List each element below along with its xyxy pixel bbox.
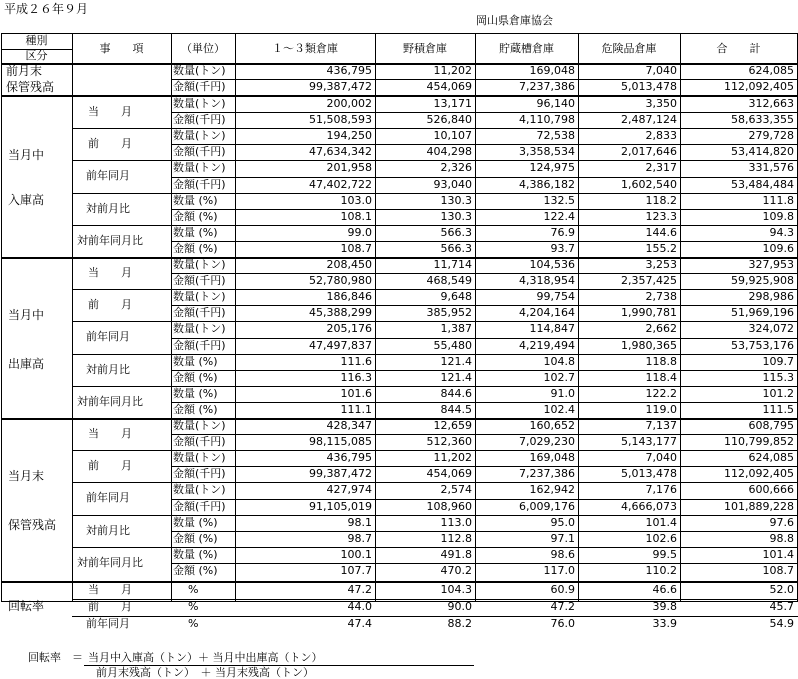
row-item-label: 当 月 <box>88 105 132 118</box>
table-cell: 454,069 <box>426 80 472 93</box>
table-cell: 94.3 <box>769 225 794 239</box>
table-cell: 111.5 <box>762 402 794 416</box>
table-cell: 208,450 <box>326 258 372 271</box>
table-cell: 102.6 <box>645 531 677 545</box>
table-cell: 51,969,196 <box>731 306 794 320</box>
row-item-label: 前年同月 <box>86 491 130 505</box>
table-cell: 4,110,798 <box>519 113 575 127</box>
table-cell: 108,960 <box>426 499 472 513</box>
table-cell: 9,648 <box>440 290 472 304</box>
row-item-label: 対前年同月比 <box>77 233 143 247</box>
unit-label: 金額 (%) <box>173 370 218 384</box>
table-cell: 96,140 <box>536 97 575 110</box>
table-cell: 76.0 <box>550 617 575 630</box>
header-category: 区分 <box>25 49 48 62</box>
table-cell: 99,387,472 <box>309 467 372 481</box>
unit-label: 金額(千円) <box>173 113 226 127</box>
table-cell: 99,754 <box>536 290 575 304</box>
unit-label: 金額 (%) <box>173 209 218 223</box>
table-cell: 160,652 <box>529 419 575 432</box>
table-cell: 47,634,342 <box>309 145 372 159</box>
formula-lhs: 回転率 ＝ <box>28 651 83 664</box>
table-cell: 101.4 <box>762 547 794 561</box>
header-hazmat-storage: 危険品倉庫 <box>601 42 657 55</box>
header-item: 事 項 <box>99 42 144 55</box>
unit-label: 金額 (%) <box>173 563 218 577</box>
table-cell: 3,253 <box>645 258 677 271</box>
table-cell: 2,662 <box>645 322 677 336</box>
unit-label: 数量 (%) <box>173 515 218 529</box>
table-cell: 5,013,478 <box>621 467 677 481</box>
table-cell: 454,069 <box>426 467 472 481</box>
table-cell: 58,633,355 <box>731 113 794 127</box>
table-cell: 200,002 <box>326 97 372 110</box>
table-cell: 122.4 <box>543 209 575 223</box>
table-cell: 98.8 <box>769 531 794 545</box>
table-cell: 427,974 <box>326 483 372 497</box>
table-cell: 52,780,980 <box>309 274 372 288</box>
table-cell: 470.2 <box>440 563 472 577</box>
unit-label: 数量(トン) <box>173 419 226 432</box>
table-cell: 3,358,534 <box>519 145 575 159</box>
table-cell: 4,666,073 <box>621 499 677 513</box>
table-cell: 47.2 <box>550 600 575 613</box>
table-cell: 7,040 <box>645 451 677 465</box>
table-cell: 844.6 <box>440 386 472 400</box>
row-item-label: 前年同月 <box>86 330 130 344</box>
unit-label: 数量 (%) <box>173 225 218 239</box>
table-cell: 112,092,405 <box>724 80 794 93</box>
table-cell: 110.2 <box>645 563 677 577</box>
table-cell: 2,326 <box>440 161 472 175</box>
unit-label: 数量 (%) <box>173 193 218 207</box>
table-cell: 98,115,085 <box>309 435 372 449</box>
table-cell: 108.7 <box>762 563 794 577</box>
table-cell: 205,176 <box>326 322 372 336</box>
header-class1-3: １～３類倉庫 <box>272 42 338 55</box>
table-cell: 95.0 <box>550 515 575 529</box>
turnover-item-label: 当 月 <box>88 583 132 596</box>
unit-label: 数量(トン) <box>173 290 226 304</box>
table-cell: 130.3 <box>440 193 472 207</box>
table-cell: 4,318,954 <box>519 274 575 288</box>
table-cell: 101.4 <box>645 515 677 529</box>
unit-label: 数量(トン) <box>173 97 226 110</box>
unit-label: 数量(トン) <box>173 258 226 271</box>
turnover-item-label: 前 月 <box>88 600 132 613</box>
table-cell: 7,137 <box>645 419 677 432</box>
header-unit: （単位） <box>181 42 225 55</box>
section-in-1: 当月中 <box>8 148 45 162</box>
table-cell: 1,980,365 <box>621 338 677 352</box>
table-cell: 101,889,228 <box>724 499 794 513</box>
table-cell: 844.5 <box>440 402 472 416</box>
table-cell: 45.7 <box>769 600 794 613</box>
unit-label: 金額(千円) <box>173 338 226 352</box>
table-cell: 51,508,593 <box>309 113 372 127</box>
unit-label: 数量(トン) <box>173 161 226 175</box>
table-cell: 7,237,386 <box>519 80 575 93</box>
row-item-label: 対前月比 <box>86 523 130 537</box>
table-cell: 109.8 <box>762 209 794 223</box>
unit-label: 金額 (%) <box>173 531 218 545</box>
table-cell: 122.2 <box>645 386 677 400</box>
table-cell: 404,298 <box>426 145 472 159</box>
table-cell: 468,549 <box>426 274 472 288</box>
table-cell: 102.7 <box>543 370 575 384</box>
table-cell: 119.0 <box>645 402 677 416</box>
table-cell: 324,072 <box>748 322 794 336</box>
table-cell: 12,659 <box>433 419 472 432</box>
table-cell: 76.9 <box>550 225 575 239</box>
unit-label: 数量(トン) <box>173 322 226 336</box>
table-cell: 624,085 <box>748 64 794 77</box>
table-cell: 52.0 <box>769 583 794 596</box>
table-cell: 47.2 <box>347 583 372 596</box>
table-cell: 114,847 <box>529 322 575 336</box>
table-cell: 97.6 <box>769 515 794 529</box>
table-cell: 7,237,386 <box>519 467 575 481</box>
table-cell: 53,414,820 <box>731 145 794 159</box>
section-close-2: 保管残高 <box>8 518 57 532</box>
unit-label: 数量(トン) <box>173 483 226 497</box>
table-cell: 566.3 <box>440 225 472 239</box>
table-cell: 4,219,494 <box>519 338 575 352</box>
table-cell: 512,360 <box>426 435 472 449</box>
unit-label: 数量 (%) <box>173 354 218 368</box>
formula-denominator: 前月末残高（トン） ＋ 当月末残高（トン） <box>96 666 314 679</box>
row-item-label: 対前月比 <box>86 362 130 376</box>
row-item-label: 対前年同月比 <box>77 555 143 569</box>
unit-label: 数量(トン) <box>173 64 226 77</box>
table-cell: 46.6 <box>652 583 677 596</box>
table-cell: 7,029,230 <box>519 435 575 449</box>
table-cell: 91,105,019 <box>309 499 372 513</box>
table-cell: 111.8 <box>762 193 794 207</box>
table-cell: 2,487,124 <box>621 113 677 127</box>
table-cell: 4,204,164 <box>519 306 575 320</box>
table-cell: 2,357,425 <box>621 274 677 288</box>
table-cell: 428,347 <box>326 419 372 432</box>
table-cell: 115.3 <box>762 370 794 384</box>
table-cell: 2,574 <box>440 483 472 497</box>
table-cell: 3,350 <box>645 97 677 110</box>
table-cell: 99.0 <box>347 225 372 239</box>
table-cell: 54.9 <box>769 617 794 630</box>
table-cell: 155.2 <box>645 241 677 255</box>
table-cell: 98.6 <box>550 547 575 561</box>
table-cell: 162,942 <box>529 483 575 497</box>
table-cell: 59,925,908 <box>731 274 794 288</box>
table-cell: 72,538 <box>536 129 575 143</box>
table-cell: 327,953 <box>748 258 794 271</box>
table-cell: 11,202 <box>433 64 472 77</box>
table-cell: 7,040 <box>645 64 677 77</box>
header-type: 種別 <box>25 34 48 47</box>
table-cell: 169,048 <box>529 451 575 465</box>
table-cell: 91.0 <box>550 386 575 400</box>
table-cell: 201,958 <box>326 161 372 175</box>
table-cell: 99,387,472 <box>309 80 372 93</box>
table-cell: 118.8 <box>645 354 677 368</box>
table-cell: 93,040 <box>433 177 472 191</box>
unit-label: 金額 (%) <box>173 402 218 416</box>
table-cell: 169,048 <box>529 64 575 77</box>
table-cell: 11,714 <box>433 258 472 271</box>
table-cell: 116.3 <box>340 370 372 384</box>
table-cell: 436,795 <box>326 64 372 77</box>
row-item-label: 対前月比 <box>86 201 130 215</box>
table-cell: 385,952 <box>426 306 472 320</box>
table-cell: 1,990,781 <box>621 306 677 320</box>
table-cell: 186,846 <box>326 290 372 304</box>
table-cell: 88.2 <box>447 617 472 630</box>
unit-label: 金額(千円) <box>173 274 226 288</box>
table-cell: 53,753,176 <box>731 338 794 352</box>
table-cell: 13,171 <box>433 97 472 110</box>
table-cell: 90.0 <box>447 600 472 613</box>
table-cell: 6,009,176 <box>519 499 575 513</box>
section-in-2: 入庫高 <box>8 193 45 207</box>
table-cell: 118.2 <box>645 193 677 207</box>
table-cell: 5,013,478 <box>621 80 677 93</box>
unit-label: 金額(千円) <box>173 80 226 93</box>
section-turnover: 回転率 <box>8 599 45 613</box>
table-cell: 55,480 <box>433 338 472 352</box>
table-cell: 130.3 <box>440 209 472 223</box>
table-cell: 47.4 <box>347 617 372 630</box>
table-cell: 47,497,837 <box>309 338 372 352</box>
unit-label: 数量(トン) <box>173 129 226 143</box>
table-cell: 121.4 <box>440 370 472 384</box>
unit-label: % <box>188 583 199 596</box>
table-cell: 2,738 <box>645 290 677 304</box>
table-cell: 93.7 <box>550 241 575 255</box>
table-cell: 1,602,540 <box>621 177 677 191</box>
unit-label: 金額(千円) <box>173 467 226 481</box>
table-cell: 2,017,646 <box>621 145 677 159</box>
table-cell: 108.1 <box>340 209 372 223</box>
table-cell: 526,840 <box>426 113 472 127</box>
row-item-label: 対前年同月比 <box>77 394 143 408</box>
table-cell: 566.3 <box>440 241 472 255</box>
table-cell: 112,092,405 <box>724 467 794 481</box>
formula-numerator: 当月中入庫高（トン）＋ 当月中出庫高（トン） <box>88 651 323 664</box>
table-cell: 279,728 <box>748 129 794 143</box>
unit-label: 金額(千円) <box>173 499 226 513</box>
table-cell: 110,799,852 <box>724 435 794 449</box>
table-cell: 11,202 <box>433 451 472 465</box>
table-cell: 109.6 <box>762 241 794 255</box>
table-cell: 104.3 <box>440 583 472 596</box>
unit-label: % <box>188 600 199 613</box>
report-date: 平成２６年９月 <box>4 2 89 16</box>
table-cell: 4,386,182 <box>519 177 575 191</box>
table-cell: 99.5 <box>652 547 677 561</box>
table-cell: 491.8 <box>440 547 472 561</box>
table-cell: 298,986 <box>748 290 794 304</box>
header-tank-storage: 貯蔵槽倉庫 <box>499 42 554 55</box>
table-cell: 53,484,484 <box>731 177 794 191</box>
table-cell: 2,317 <box>645 161 677 175</box>
unit-label: 金額(千円) <box>173 306 226 320</box>
table-cell: 436,795 <box>326 451 372 465</box>
table-cell: 111.6 <box>340 354 372 368</box>
table-cell: 600,666 <box>748 483 794 497</box>
table-cell: 117.0 <box>543 563 575 577</box>
table-cell: 98.7 <box>347 531 372 545</box>
table-cell: 101.6 <box>340 386 372 400</box>
header-open-storage: 野積倉庫 <box>403 42 447 55</box>
table-cell: 118.4 <box>645 370 677 384</box>
table-cell: 100.1 <box>340 547 372 561</box>
unit-label: 数量 (%) <box>173 547 218 561</box>
turnover-item-label: 前年同月 <box>86 617 130 630</box>
header-total: 合 計 <box>716 42 761 55</box>
row-item-label: 当 月 <box>88 427 132 440</box>
table-cell: 312,663 <box>748 97 794 110</box>
unit-label: 数量(トン) <box>173 451 226 465</box>
unit-label: 数量 (%) <box>173 386 218 400</box>
unit-label: 金額(千円) <box>173 145 226 159</box>
table-cell: 10,107 <box>433 129 472 143</box>
table-cell: 111.1 <box>340 402 372 416</box>
table-cell: 104.8 <box>543 354 575 368</box>
row-item-label: 前年同月 <box>86 169 130 183</box>
table-cell: 7,176 <box>645 483 677 497</box>
table-cell: 107.7 <box>340 563 372 577</box>
table-cell: 121.4 <box>440 354 472 368</box>
unit-label: % <box>188 617 199 630</box>
table-cell: 108.7 <box>340 241 372 255</box>
table-cell: 608,795 <box>748 419 794 432</box>
organization-name: 岡山県倉庫協会 <box>476 14 553 27</box>
table-cell: 45,388,299 <box>309 306 372 320</box>
table-cell: 39.8 <box>652 600 677 613</box>
section-opening-1: 前月末 <box>6 64 43 78</box>
table-cell: 103.0 <box>340 193 372 207</box>
table-cell: 113.0 <box>440 515 472 529</box>
section-close-1: 当月末 <box>8 469 45 483</box>
table-cell: 102.4 <box>543 402 575 416</box>
table-cell: 132.5 <box>543 193 575 207</box>
table-cell: 1,387 <box>440 322 472 336</box>
section-out-1: 当月中 <box>8 308 45 322</box>
table-cell: 112.8 <box>440 531 472 545</box>
table-cell: 5,143,177 <box>621 435 677 449</box>
table-cell: 624,085 <box>748 451 794 465</box>
unit-label: 金額(千円) <box>173 435 226 449</box>
row-item-label: 当 月 <box>88 266 132 279</box>
row-item-label: 前 月 <box>88 137 132 151</box>
row-item-label: 前 月 <box>88 459 132 473</box>
table-cell: 98.1 <box>347 515 372 529</box>
table-cell: 194,250 <box>326 129 372 143</box>
table-cell: 97.1 <box>550 531 575 545</box>
table-cell: 331,576 <box>748 161 794 175</box>
table-cell: 60.9 <box>550 583 575 596</box>
table-cell: 109.7 <box>762 354 794 368</box>
table-cell: 101.2 <box>762 386 794 400</box>
unit-label: 金額 (%) <box>173 241 218 255</box>
unit-label: 金額(千円) <box>173 177 226 191</box>
table-cell: 104,536 <box>529 258 575 271</box>
section-opening-2: 保管残高 <box>6 80 55 94</box>
row-item-label: 前 月 <box>88 298 132 312</box>
table-cell: 124,975 <box>529 161 575 175</box>
table-cell: 47,402,722 <box>309 177 372 191</box>
table-cell: 2,833 <box>645 129 677 143</box>
table-cell: 123.3 <box>645 209 677 223</box>
table-cell: 44.0 <box>347 600 372 613</box>
table-cell: 33.9 <box>652 617 677 630</box>
section-out-2: 出庫高 <box>8 357 45 371</box>
table-cell: 144.6 <box>645 225 677 239</box>
